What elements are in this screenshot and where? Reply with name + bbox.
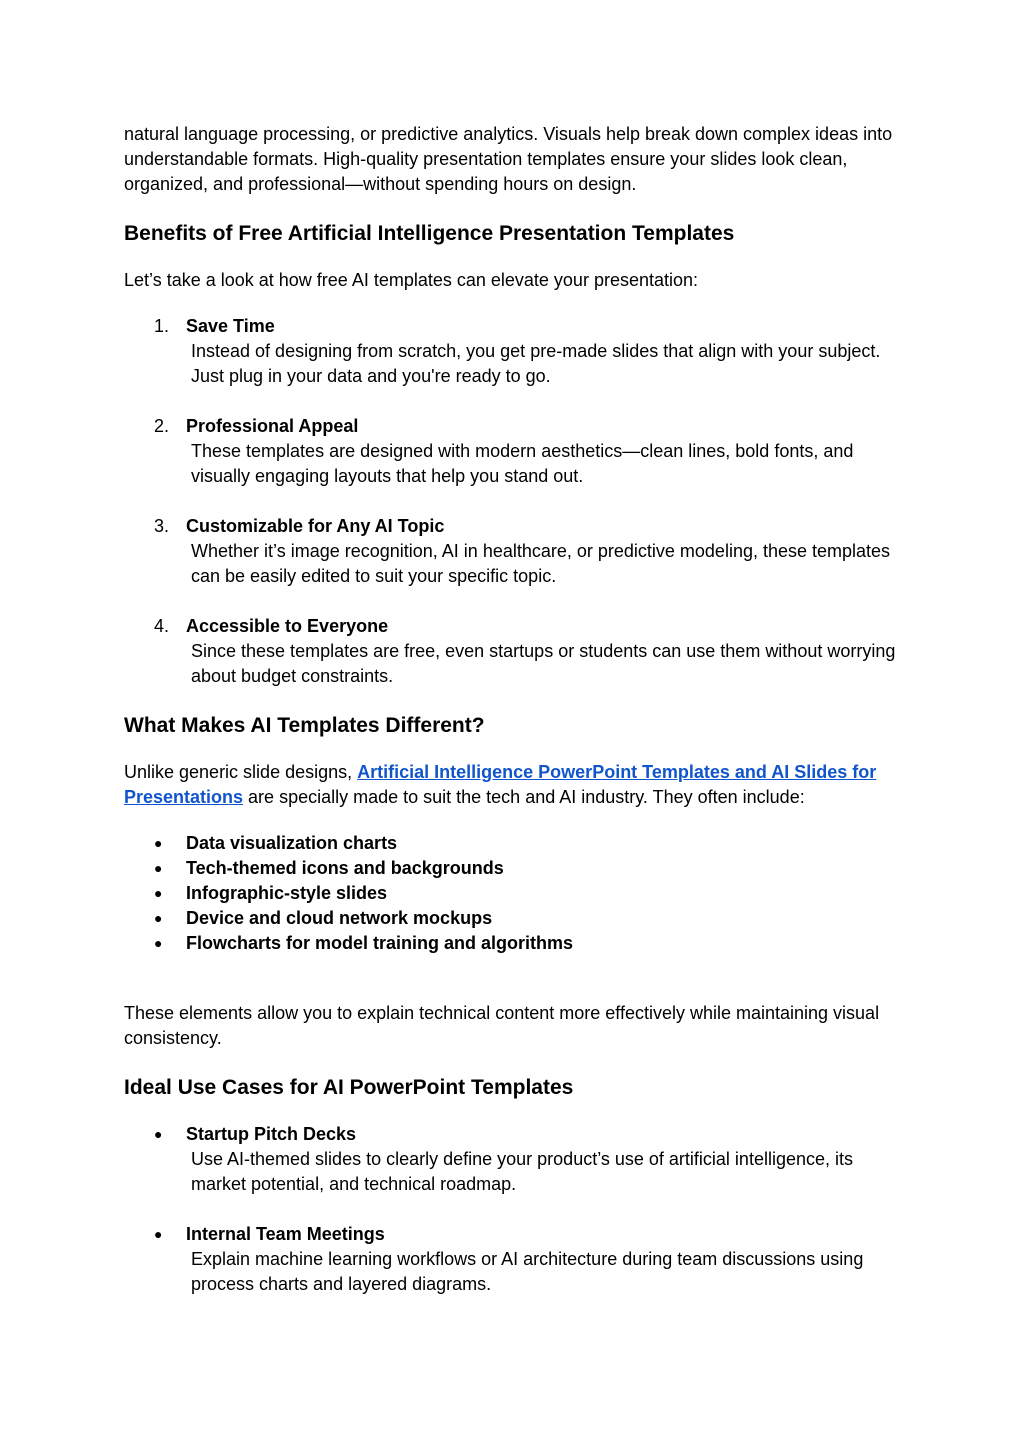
benefit-item — [124, 614, 904, 689]
feature-label: Tech-themed icons and backgrounds — [186, 858, 504, 878]
different-heading: What Makes AI Templates Different? — [124, 714, 485, 737]
bullet-icon: ● — [154, 885, 163, 901]
list-number: 1. — [154, 316, 170, 336]
benefit-item — [124, 314, 904, 389]
bullet-icon: ● — [154, 835, 163, 851]
intro-paragraph: natural language processing, or predictive analytics. Visuals help break down complex ideas into understandable formats. High-quality presentation templates ensure your slides look clean, organized, and professional—without spending hours on design. — [124, 124, 893, 194]
benefits-heading: Benefits of Free Artificial Intelligence Presentation Templates — [124, 222, 735, 245]
bullet-icon: ● — [154, 935, 163, 951]
benefit-item — [124, 514, 904, 589]
document-page — [124, 122, 904, 1297]
feature-label: Flowcharts for model training and algorithms — [186, 933, 574, 953]
benefit-title: Accessible to Everyone — [186, 616, 389, 636]
bullet-icon: ● — [154, 1226, 163, 1242]
benefits-lead: Let’s take a look at how free AI templates can elevate your presentation: — [124, 270, 699, 290]
usecase-item — [124, 1222, 904, 1297]
different-lead-after: are specially made to suit the tech and AI industry. They often include: — [243, 787, 805, 807]
benefit-description: Since these templates are free, even startups or students can use them without worrying about budget constraints. — [191, 641, 896, 686]
list-number: 4. — [154, 616, 170, 636]
feature-label: Data visualization charts — [186, 833, 398, 853]
features-list — [124, 831, 904, 956]
usecases-heading: Ideal Use Cases for AI PowerPoint Templates — [124, 1076, 574, 1099]
feature-label: Device and cloud network mockups — [186, 908, 493, 928]
usecase-title: Internal Team Meetings — [186, 1224, 385, 1244]
bullet-icon: ● — [154, 1126, 163, 1142]
ai-templates-link[interactable]: Artificial Intelligence PowerPoint Templates and AI Slides for Presentations — [124, 762, 877, 807]
benefit-description: These templates are designed with modern aesthetics—clean lines, bold fonts, and visually engaging layouts that help you stand out. — [191, 441, 854, 486]
feature-label: Infographic-style slides — [186, 883, 388, 903]
usecase-title: Startup Pitch Decks — [186, 1124, 357, 1144]
list-item — [124, 931, 904, 956]
usecase-description: Use AI-themed slides to clearly define your product’s use of artificial intelligence, its market potential, and technical roadmap. — [191, 1149, 853, 1194]
bullet-icon: ● — [154, 910, 163, 926]
benefit-item — [124, 414, 904, 489]
benefits-list — [124, 314, 904, 689]
benefit-description: Instead of designing from scratch, you get pre-made slides that align with your subject. Just plug in your data and you're ready to go. — [191, 341, 881, 386]
list-item — [124, 856, 904, 881]
different-closing: These elements allow you to explain technical content more effectively while maintaining visual consistency. — [124, 1003, 880, 1048]
list-item — [124, 831, 904, 856]
different-lead — [124, 760, 904, 810]
list-number: 3. — [154, 516, 170, 536]
benefit-title: Professional Appeal — [186, 416, 359, 436]
usecases-list — [124, 1122, 904, 1297]
benefit-title: Customizable for Any AI Topic — [186, 516, 445, 536]
benefit-title: Save Time — [186, 316, 275, 336]
list-number: 2. — [154, 416, 170, 436]
usecase-item — [124, 1122, 904, 1197]
different-lead-before: Unlike generic slide designs, — [124, 762, 358, 782]
list-item — [124, 881, 904, 906]
usecase-description: Explain machine learning workflows or AI architecture during team discussions using process charts and layered diagrams. — [191, 1249, 864, 1294]
benefit-description: Whether it’s image recognition, AI in healthcare, or predictive modeling, these templates can be easily edited to suit your specific topic. — [191, 541, 891, 586]
list-item — [124, 906, 904, 931]
bullet-icon: ● — [154, 860, 163, 876]
